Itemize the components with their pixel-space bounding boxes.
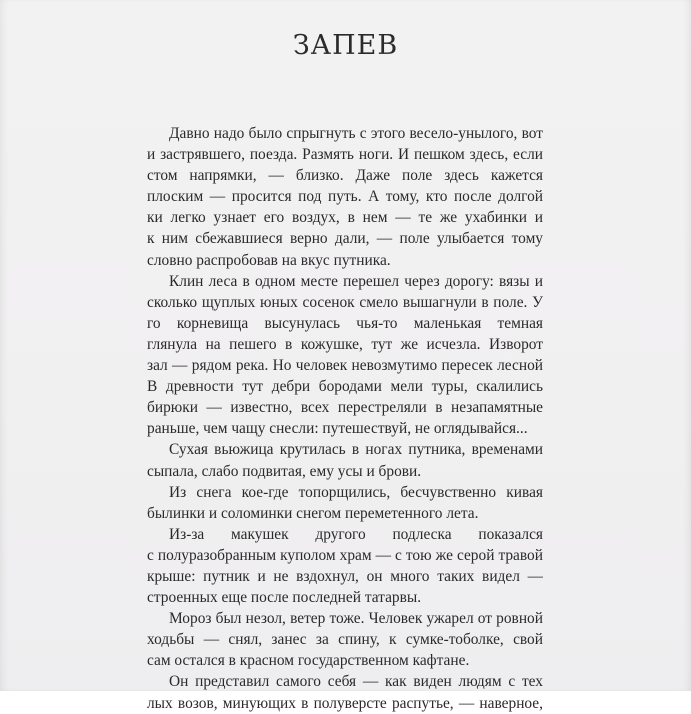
text-line: Он представил самого себя — как виден людям с тех: [169, 673, 543, 691]
chapter-body-text: [147, 123, 543, 714]
text-line: раньше, чем чащу снесли: путешествуй, не оглядывайся...: [147, 420, 528, 438]
text-line: лых возов, минующих в полуверсте распутье, — наверное,: [147, 694, 543, 712]
text-line: строенных еще после последней татарвы.: [147, 589, 422, 607]
text-line: к ним сбежавшиеся верно дали, — поле улыбается тому: [147, 230, 543, 248]
text-line: былинки и соломинки снегом переметенного лета.: [147, 504, 479, 522]
text-line: ки легко узнает его воздух, в нем — те же ухабинки и: [147, 209, 543, 227]
text-line: Из снега кое-где топорщились, бесчувственно кивая: [169, 483, 543, 501]
text-line: плоским — просится под путь. А тому, кто после долгой: [147, 188, 543, 206]
text-line: зал — рядом река. Но человек невозмутимо пересек лесной: [147, 357, 543, 375]
text-line: и застрявшего, поезда. Размять ноги. И пешком здесь, если: [147, 146, 543, 164]
chapter-title: ЗАПЕВ: [292, 30, 399, 61]
text-line: Клин леса в одном месте перешел через дорогу: вязы и: [169, 272, 543, 290]
text-line: сколько щуплых юных сосенок смело вышагнули в поле. У: [147, 293, 543, 311]
text-line: стом напрямки, — близко. Даже поле здесь кажется: [147, 167, 543, 185]
text-line: Мороз был незол, ветер тоже. Человек ужарел от ровной: [169, 610, 543, 628]
text-line: глянула на пешего в кожушке, тут же исчезла. Изворот: [147, 335, 543, 353]
text-line: ходьбы — снял, занес за спину, к сумке-тоболке, свой: [147, 631, 543, 649]
text-line: сам остался в красном государственном кафтане.: [147, 652, 470, 670]
text-line: го корневища высунулась чья-то маленькая темная: [147, 314, 543, 332]
text-line: с полуразобранным куполом храм — с тою же серой травой: [147, 546, 543, 564]
text-line: В древности тут дебри бородами мели туры, скалились: [147, 378, 543, 396]
text-line: крыше: путник и не вздохнул, он много таких видел —: [147, 567, 543, 585]
text-line: Давно надо было спрыгнуть с этого весело-унылого, вот: [169, 125, 543, 142]
text-line: словно распробовав на вкус путника.: [147, 251, 391, 269]
text-line: Сухая вьюжица крутилась в ногах путника, временами: [169, 441, 543, 459]
text-line: сыпала, слабо подвитая, ему усы и брови.: [147, 462, 422, 480]
text-line: бирюки — известно, всех перестреляли в незапамятные: [147, 399, 543, 417]
text-line: Из-за макушек другого подлеска показался: [169, 525, 543, 543]
